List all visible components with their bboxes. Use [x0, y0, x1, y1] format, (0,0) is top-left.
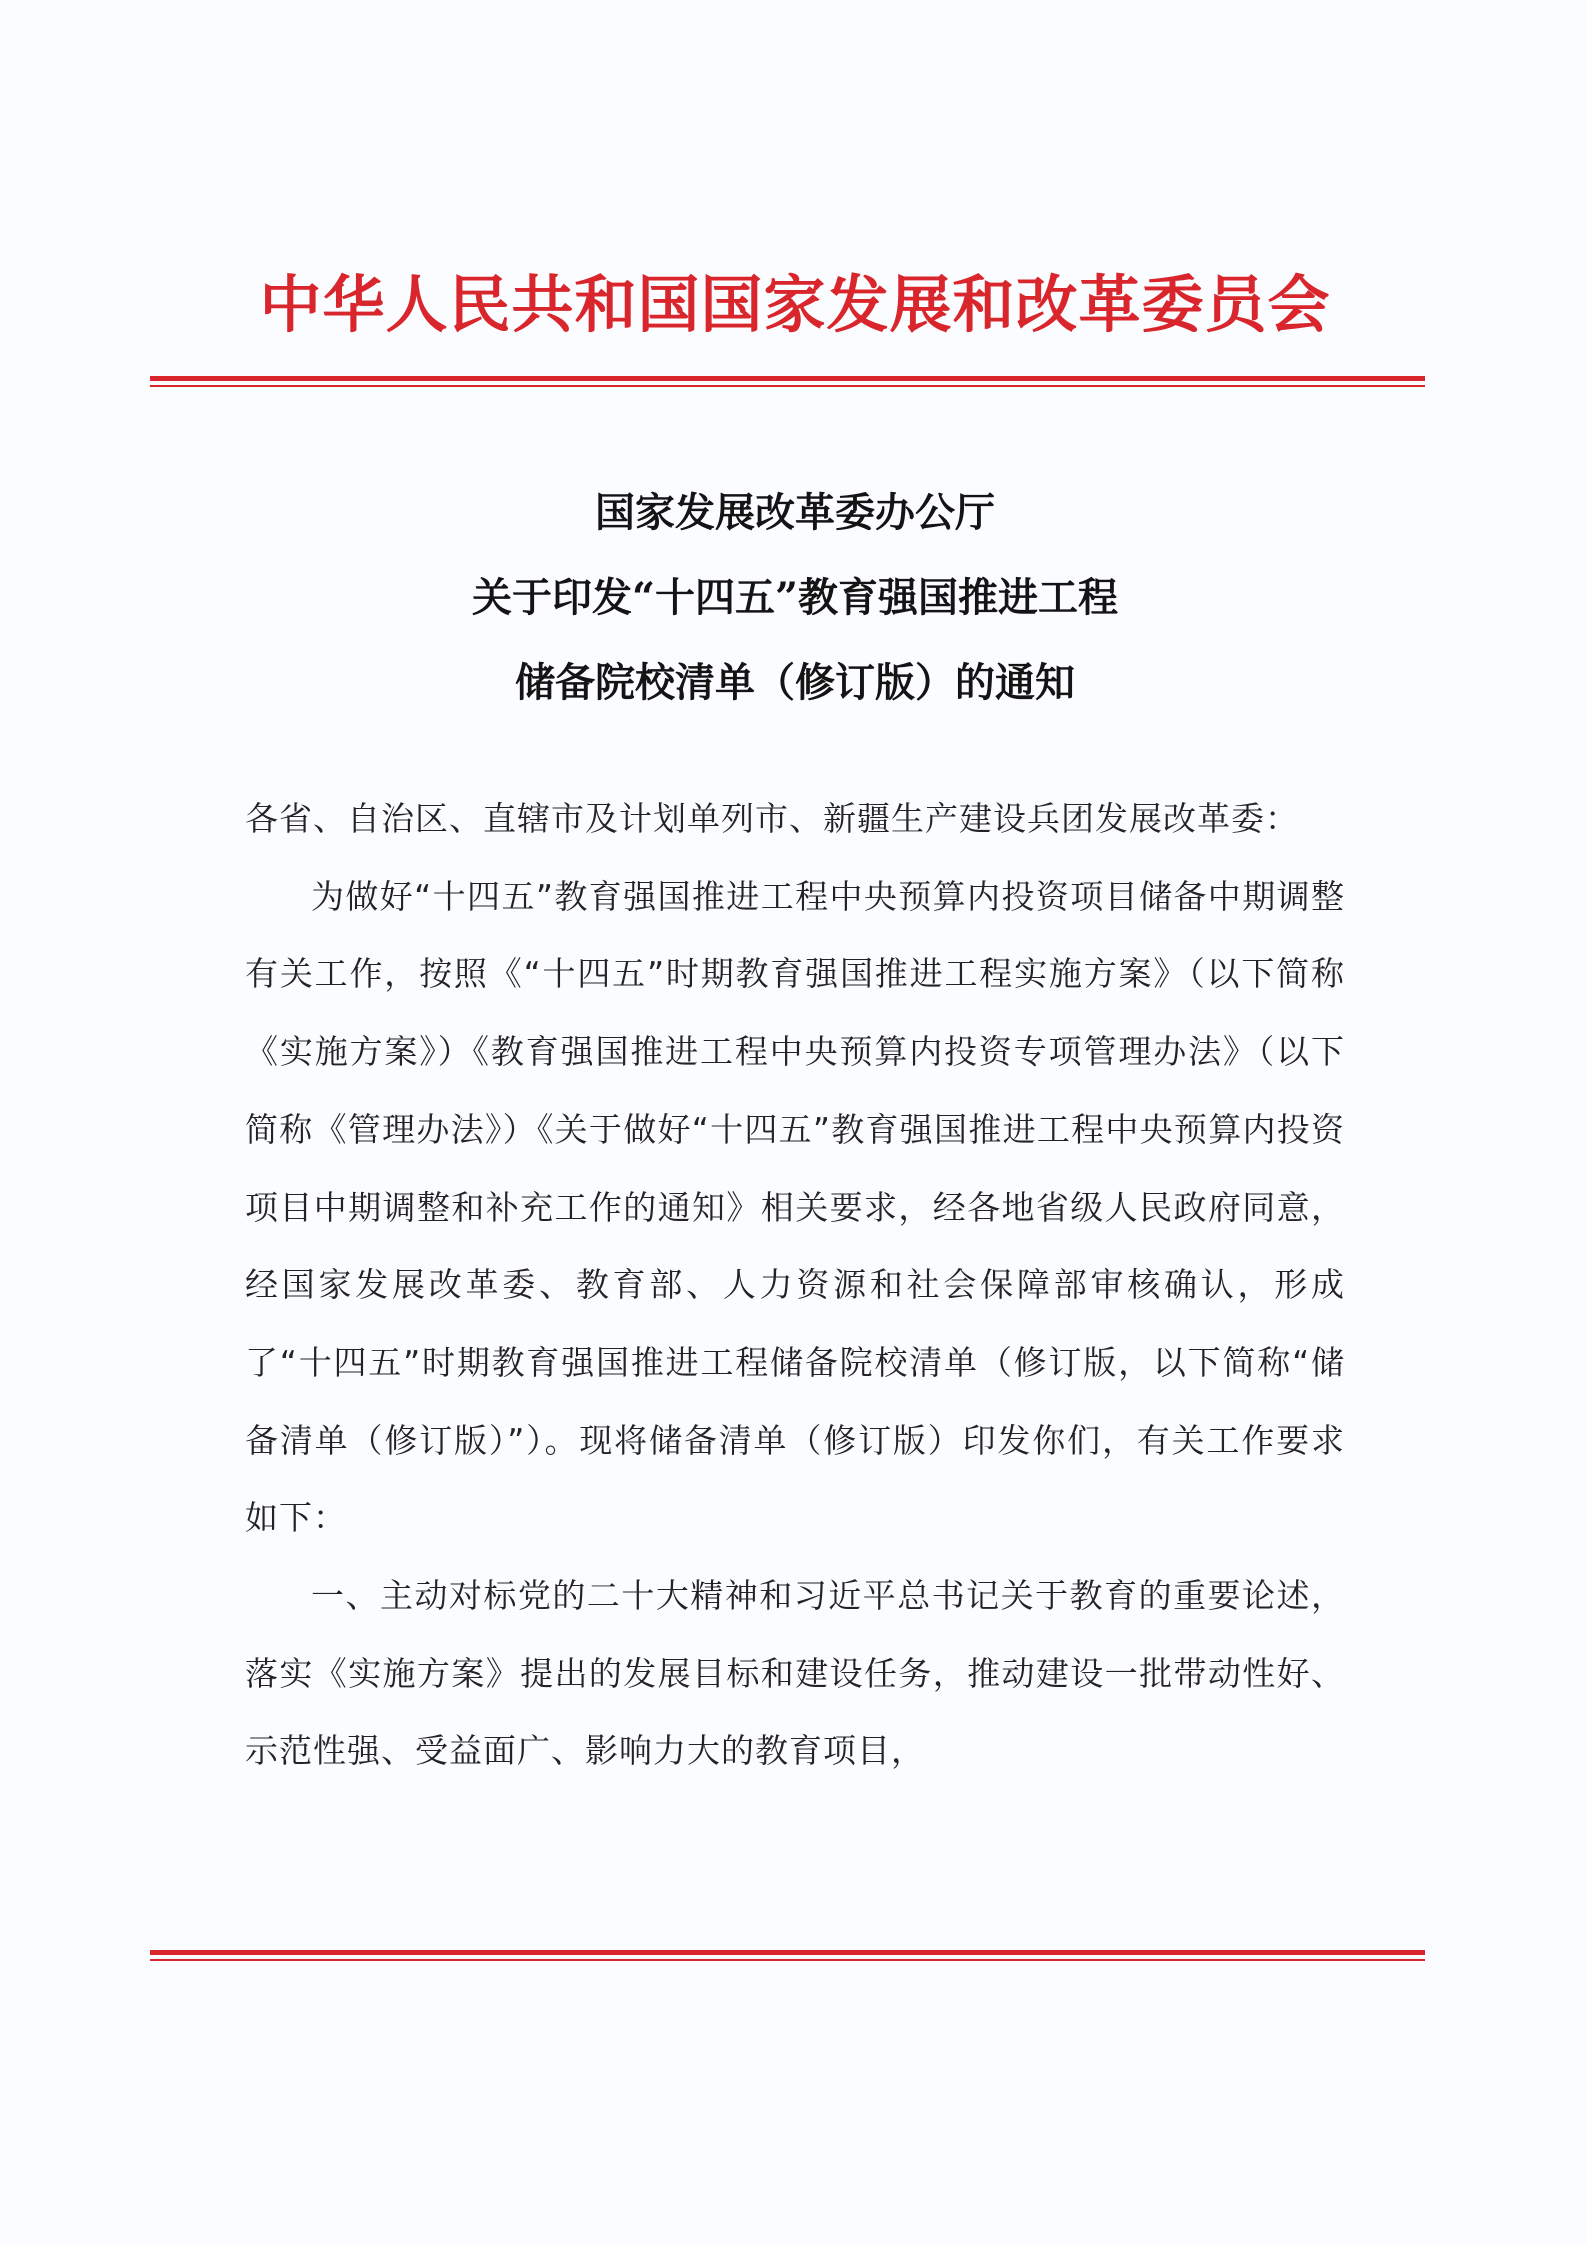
addressee: 各省、自治区、直辖市及计划单列市、新疆生产建设兵团发展改革委： — [245, 799, 1299, 838]
document-title — [300, 470, 1290, 725]
title-line-3: 储备院校清单（修订版）的通知 — [515, 659, 1075, 706]
letterhead-red-rule — [150, 376, 1425, 390]
title-line-2: 关于印发“十四五”教育强国推进工程 — [471, 574, 1118, 621]
body-paragraph-1: 为做好“十四五”教育强国推进工程中央预算内投资项目储备中期调整有关工作，按照《“十四五”时期教育强国推进工程实施方案》（以下简称《实施方案》）《教育强国推进工程中央预算内投资专项管理办法》（以下简称《管理办法》）《关于做好“十四五”教育强国推进工程中央预算内投资项目中期调整和补充工作的通知》相关要求，经各地省级人民政府同意，经国家发展改革委、教育部、人力资源和社会保障部审核确认，形成了“十四五”时期教育强国推进工程储备院校清单（修订版，以下简称“储备清单（修订版）”）。现将储备清单（修订版）印发你们，有关工作要求如下： — [245, 876, 1345, 1538]
page-bottom-red-rule — [150, 1950, 1425, 1964]
title-line-1: 国家发展改革委办公厅 — [595, 489, 995, 536]
document-body — [245, 780, 1345, 1790]
letterhead-org-name: 中华人民共和国国家发展和改革委员会 — [259, 268, 1331, 341]
body-paragraph-2: 一、主动对标党的二十大精神和习近平总书记关于教育的重要论述，落实《实施方案》提出的发展目标和建设任务，推动建设一批带动性好、示范性强、受益面广、影响力大的教育项目， — [245, 1576, 1345, 1771]
